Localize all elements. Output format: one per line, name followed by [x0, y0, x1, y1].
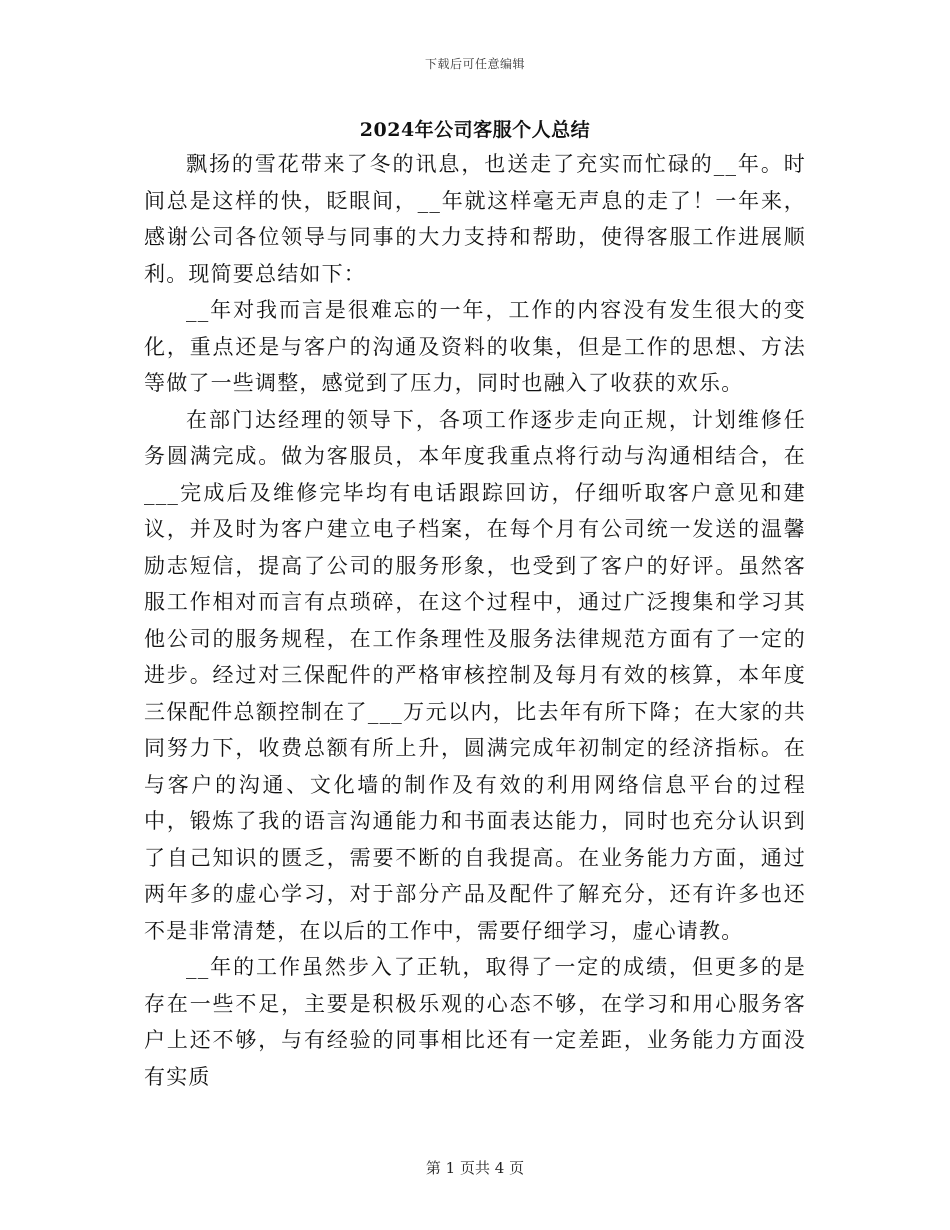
document-title: 2024年公司客服个人总结	[359, 119, 591, 141]
paragraph-year-overview: __年对我而言是很难忘的一年，工作的内容没有发生很大的变化，重点还是与客户的沟通及资料的收集，但是工作的思想、方法等做了一些调整，感觉到了压力，同时也融入了收获的欢乐。	[144, 298, 806, 395]
document-body	[144, 146, 806, 1095]
header-note: 下载后可任意编辑	[424, 57, 525, 71]
paragraph-intro: 飘扬的雪花带来了冬的讯息，也送走了充实而忙碌的__年。时间总是这样的快，眨眼间，__年就这样毫无声息的走了！一年来，感谢公司各位领导与同事的大力支持和帮助，使得客服工作进展顺利。现简要总结如下：	[144, 152, 806, 286]
paragraph-shortcomings: __年的工作虽然步入了正轨，取得了一定的成绩，但更多的是存在一些不足，主要是积极乐观的心态不够，在学习和用心服务客户上还不够，与有经验的同事相比还有一定差距，业务能力方面没有实质	[144, 955, 806, 1089]
paragraph-work-details: 在部门达经理的领导下，各项工作逐步走向正规，计划维修任务圆满完成。做为客服员，本年度我重点将行动与沟通相结合，在___完成后及维修完毕均有电话跟踪回访，仔细听取客户意见和建议，并及时为客户建立电子档案，在每个月有公司统一发送的温馨励志短信，提高了公司的服务形象，也受到了客户的好评。虽然客服工作相对而言有点琐碎，在这个过程中，通过广泛搜集和学习其他公司的服务规程，在工作条理性及服务法律规范方面有了一定的进步。经过对三保配件的严格审核控制及每月有效的核算，本年度三保配件总额控制在了___万元以内，比去年有所下降；在大家的共同努力下，收费总额有所上升，圆满完成年初制定的经济指标。在与客户的沟通、文化墙的制作及有效的利用网络信息平台的过程中，锻炼了我的语言沟通能力和书面表达能力，同时也充分认识到了自己知识的匮乏，需要不断的自我提高。在业务能力方面，通过两年多的虚心学习，对于部分产品及配件了解充分，还有许多也还不是非常清楚，在以后的工作中，需要仔细学习，虚心请教。	[144, 407, 806, 943]
page-number-footer: 第 1 页共 4 页	[425, 1159, 525, 1177]
